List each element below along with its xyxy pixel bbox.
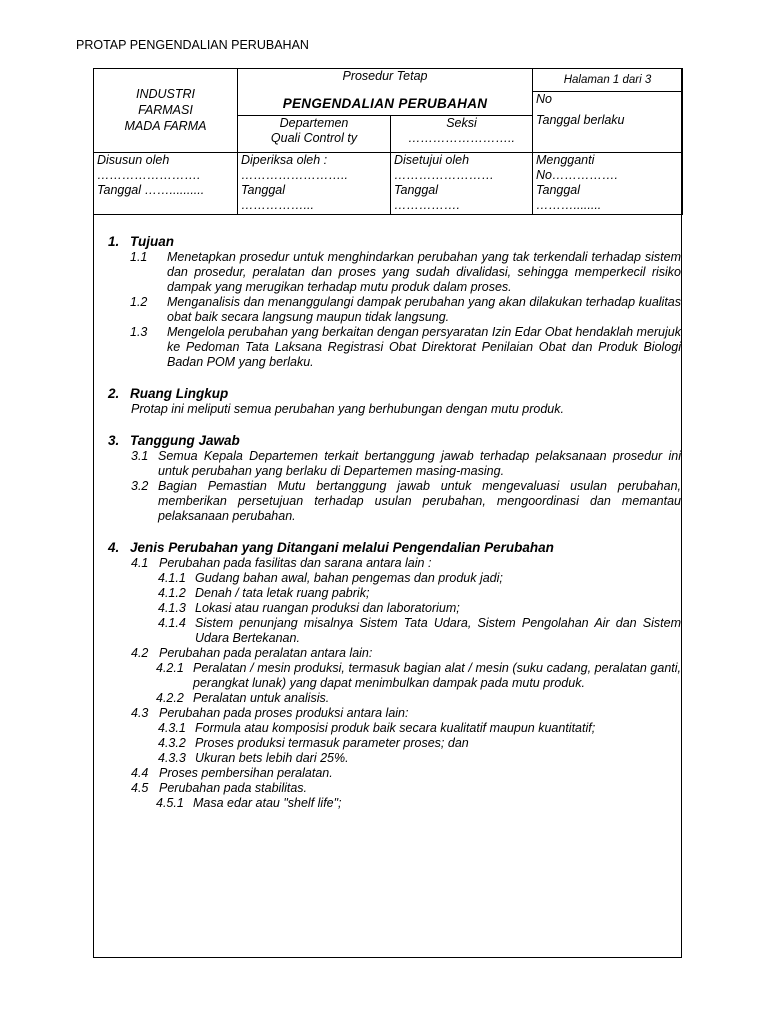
prepared-by-cell xyxy=(94,153,238,215)
list-item: 4.3.3 Ukuran bets lebih dari 25%. xyxy=(158,751,349,765)
checked-date-value: ……………... xyxy=(241,198,314,212)
section-number: 1. xyxy=(108,234,120,249)
section-number: 3. xyxy=(108,433,120,448)
list-item: 3.1 Semua Kepala Departemen terkait bertanggung jawab terhadap pelaksanaan prosedur ini untuk perubahan yang berlaku di Departemen masing-masing. xyxy=(131,449,681,478)
approved-by-value: …………………… xyxy=(394,168,494,182)
section-title: Tanggung Jawab xyxy=(130,433,240,448)
department-cell xyxy=(238,116,391,153)
replaces-date-value: ………........ xyxy=(536,198,602,212)
list-item: 4.3.2 Proses produksi termasuk parameter proses; dan xyxy=(158,736,469,750)
approved-date-value: ……………. xyxy=(394,198,460,212)
list-item: 1.3 Mengelola perubahan yang berkaitan dengan persyaratan Izin Edar Obat hendaklah merujuk ke Pedoman Tata Laksana Registrasi Obat Direktorat Penilaian Obat dan Produk Biologi Badan POM yang berlaku. xyxy=(130,325,681,369)
list-item: 4.5.1 Masa edar atau "shelf life"; xyxy=(156,796,342,810)
list-item: 3.2 Bagian Pemastian Mutu bertanggung jawab untuk mengevaluasi usulan perubahan, memberikan persetujuan terhadap usulan perubahan, mengoordinasi dan memantau pelaksanaan perubahan. xyxy=(131,479,681,523)
checked-by-label: Diperiksa oleh : xyxy=(241,153,328,167)
checked-by-cell xyxy=(238,153,391,215)
section-cell xyxy=(391,116,533,153)
list-item: 4.1 Perubahan pada fasilitas dan sarana antara lain : xyxy=(131,556,432,570)
section-label: Seksi xyxy=(446,116,477,130)
procedure-label: Prosedur Tetap xyxy=(342,69,428,83)
scope-text: Protap ini meliputi semua perubahan yang berhubungan dengan mutu produk. xyxy=(131,402,564,416)
list-item: 4.1.2 Denah / tata letak ruang pabrik; xyxy=(158,586,370,600)
section-title: Ruang Lingkup xyxy=(130,386,229,401)
approved-by-label: Disetujui oleh xyxy=(394,153,470,167)
department-value: Quali Control ty xyxy=(270,131,358,145)
replaces-cell xyxy=(533,153,683,215)
prepared-by-label: Disusun oleh xyxy=(97,153,170,167)
section-title: Tujuan xyxy=(130,234,175,249)
effective-date-label: Tanggal berlaku xyxy=(536,113,625,127)
checked-date-label: Tanggal xyxy=(241,183,286,197)
document-body xyxy=(94,230,681,811)
approved-by-cell xyxy=(391,153,533,215)
procedure-title-cell xyxy=(238,69,533,116)
approved-date-label: Tanggal xyxy=(394,183,439,197)
company-line-3: MADA FARMA xyxy=(124,119,207,133)
doc-number-label: No xyxy=(536,92,552,106)
list-item: 4.1.1 Gudang bahan awal, bahan pengemas dan produk jadi; xyxy=(158,571,503,585)
procedure-title: PENGENDALIAN PERUBAHAN xyxy=(282,96,488,111)
list-item: 4.1.3 Lokasi atau ruangan produksi dan laboratorium; xyxy=(158,601,460,615)
department-label: Departemen xyxy=(279,116,349,130)
list-item: 4.5 Perubahan pada stabilitas. xyxy=(131,781,308,795)
list-item: 4.3.1 Formula atau komposisi produk baik secara kualitatif maupun kuantitatif; xyxy=(158,721,596,735)
list-item: 4.1.4 Sistem penunjang misalnya Sistem Tata Udara, Sistem Pengolahan Air dan Sistem Udara Bertekanan. xyxy=(158,616,681,645)
list-item: 4.2 Perubahan pada peralatan antara lain: xyxy=(131,646,373,660)
section-title: Jenis Perubahan yang Ditangani melalui Pengendalian Perubahan xyxy=(130,540,554,555)
header-table xyxy=(93,68,683,215)
checked-by-value: …………………….. xyxy=(241,168,348,182)
page-number: Halaman 1 dari 3 xyxy=(533,69,683,92)
prepared-by-value: ……………………. xyxy=(97,168,201,182)
section-value: …………………….. xyxy=(408,131,515,145)
replaces-date-label: Tanggal xyxy=(536,183,581,197)
replaces-number: No……………. xyxy=(536,168,618,182)
list-item: 4.4 Proses pembersihan peralatan. xyxy=(131,766,333,780)
prepared-date: Tanggal …….......... xyxy=(97,183,205,197)
company-line-2: FARMASI xyxy=(138,103,193,117)
company-line-1: INDUSTRI xyxy=(135,87,196,101)
list-item: 4.3 Perubahan pada proses produksi antara lain: xyxy=(131,706,409,720)
replaces-label: Mengganti xyxy=(536,153,595,167)
section-jenis-perubahan xyxy=(94,540,681,811)
section-ruang-lingkup xyxy=(94,386,681,417)
company-name xyxy=(94,69,238,153)
list-item: 4.2.2 Peralatan untuk analisis. xyxy=(156,691,330,705)
section-tujuan xyxy=(94,234,681,370)
list-item: 1.1 Menetapkan prosedur untuk menghindarkan perubahan yang tak terkendali terhadap sistem dan prosedur, peralatan dan proses yang sudah divalidasi, sehingga memperkecil risiko dampak yang merugikan terhadap mutu produk dalam proses. xyxy=(130,250,681,294)
section-tanggung-jawab xyxy=(94,433,681,524)
list-item: 1.2 Menganalisis dan menanggulangi dampak perubahan yang akan dilakukan terhadap kualitas obat baik secara langsung maupun tidak langsung. xyxy=(130,295,681,324)
doc-number-cell xyxy=(533,92,683,153)
list-item: 4.2.1 Peralatan / mesin produksi, termasuk bagian alat / mesin (suku cadang, peralatan ganti, perangkat lunak) yang dapat menimbulkan dampak pada mutu produk. xyxy=(156,661,681,690)
section-number: 4. xyxy=(108,540,120,555)
section-number: 2. xyxy=(108,386,120,401)
document-header: PROTAP PENGENDALIAN PERUBAHAN xyxy=(76,38,309,52)
